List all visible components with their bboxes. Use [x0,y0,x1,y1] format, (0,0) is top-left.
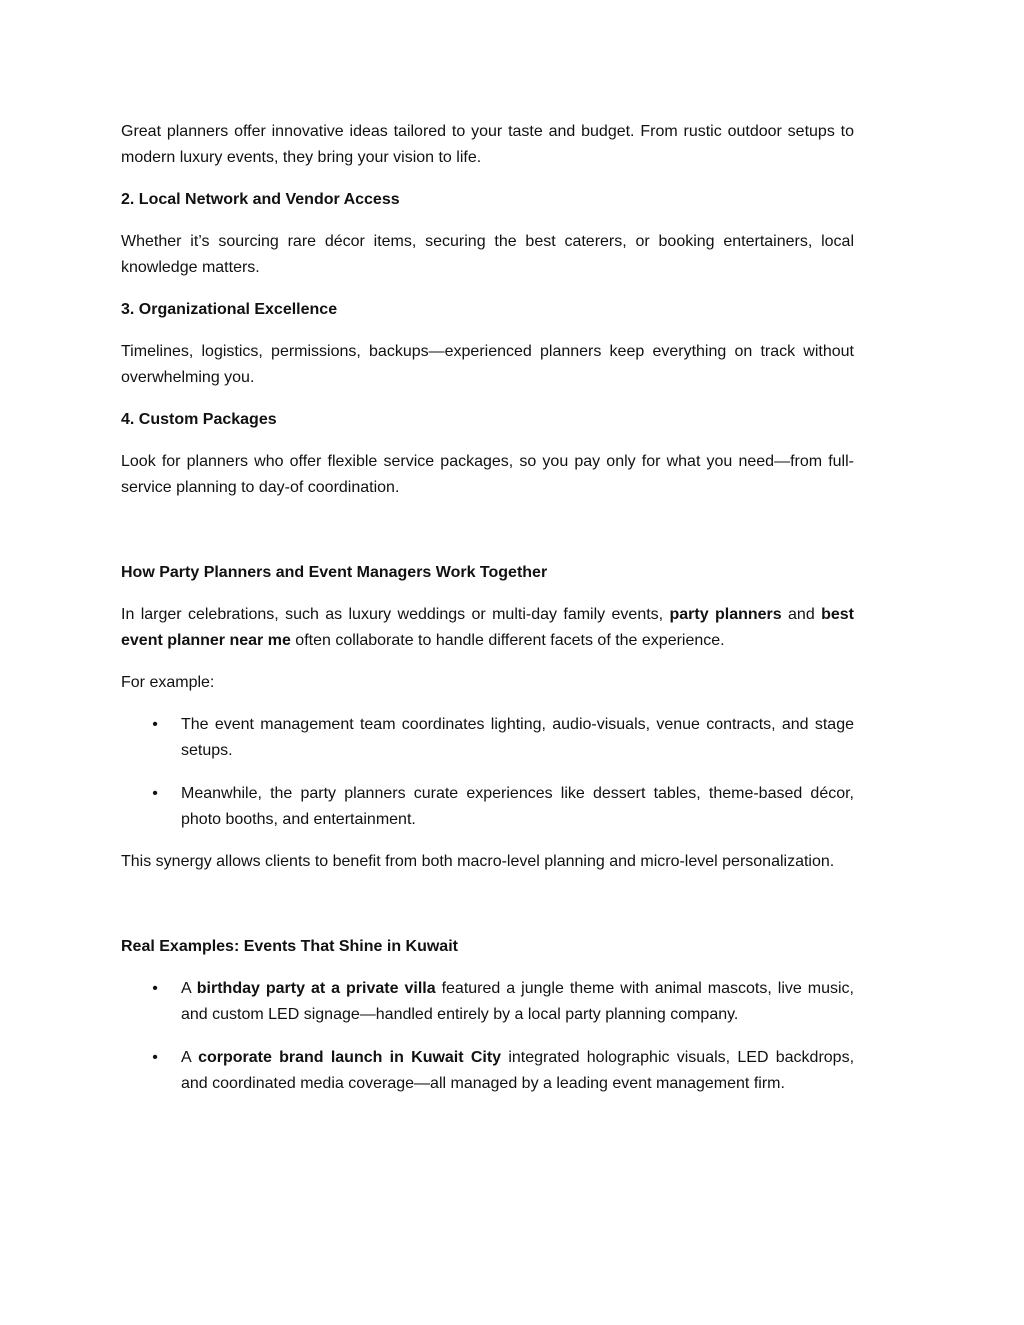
bullet-icon: • [152,716,158,733]
collaboration-paragraph [121,602,854,654]
example-highlight: corporate brand launch in Kuwait City [198,1049,502,1066]
collaboration-text-start: In larger celebrations, such as luxury weddings or multi-day family events, [121,606,670,623]
custom-packages-paragraph: Look for planners who offer flexible service packages, so you pay only for what you need—from full-service planning to day-of coordination. [121,453,854,496]
example-description: featured a jungle theme with animal mascots, live music, and custom LED signage—handled entirely by a local party planning company. [181,980,854,1023]
list-item [121,712,854,764]
keyword-best-event-planner: best event planner near me [121,606,855,649]
example-highlight: birthday party at a private villa [196,980,436,997]
section-heading-organizational-excellence: 3. Organizational Excellence [121,301,338,318]
local-network-paragraph: Whether it’s sourcing rare décor items, securing the best caterers, or booking entertainers, local knowledge matters. [121,233,854,276]
section-spacer [121,517,854,560]
section-spacer [121,891,854,934]
collaboration-text-mid: and [781,606,822,623]
list-item [121,1045,854,1097]
example-label: For example: [121,674,215,691]
keyword-party-planners: party planners [669,606,782,623]
list-item-text [181,980,854,1023]
bullet-icon: • [152,1049,158,1066]
list-item-text: The event management team coordinates lighting, audio-visuals, venue contracts, and stage setups. [181,716,854,759]
example-description: integrated holographic visuals, LED backdrops, and coordinated media coverage—all managed by a leading event management firm. [181,1049,855,1092]
bullet-icon: • [152,785,158,802]
list-item-text [181,1049,854,1092]
collaboration-text-end: often collaborate to handle different facets of the experience. [290,632,725,649]
example-prefix: A [181,1049,199,1066]
collaboration-bullet-list [121,712,854,833]
intro-paragraph: Great planners offer innovative ideas tailored to your taste and budget. From rustic outdoor setups to modern luxury events, they bring your vision to life. [121,123,854,166]
list-item [121,781,854,833]
list-item-text: Meanwhile, the party planners curate experiences like dessert tables, theme-based décor, photo booths, and entertainment. [181,785,854,828]
example-prefix: A [181,980,197,997]
list-item [121,976,854,1028]
section-heading-real-examples: Real Examples: Events That Shine in Kuwait [121,938,458,955]
section-heading-work-together: How Party Planners and Event Managers Work Together [121,564,548,581]
organizational-excellence-paragraph: Timelines, logistics, permissions, backups—experienced planners keep everything on track without overwhelming you. [121,343,854,386]
section-heading-custom-packages: 4. Custom Packages [121,411,277,428]
examples-bullet-list [121,976,854,1097]
section-heading-local-network: 2. Local Network and Vendor Access [121,191,400,208]
bullet-icon: • [152,980,158,997]
synergy-paragraph: This synergy allows clients to benefit from both macro-level planning and micro-level personalization. [121,853,835,870]
document-body [121,119,854,1113]
